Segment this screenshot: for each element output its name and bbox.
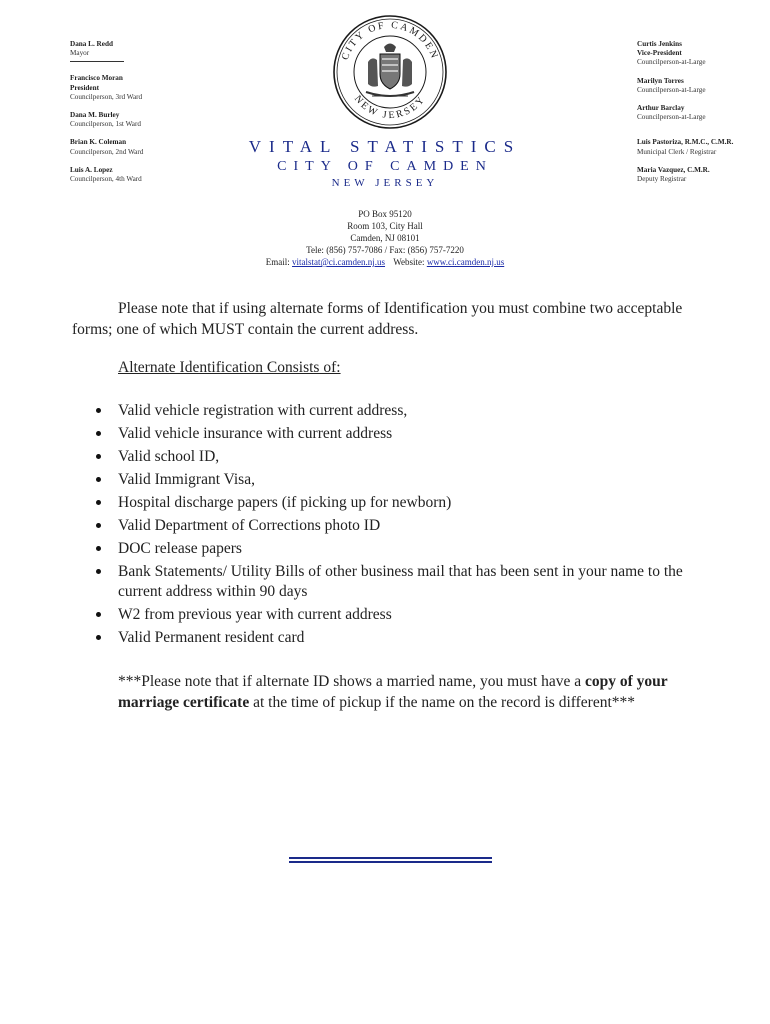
- official-name: Marilyn Torres: [637, 76, 684, 85]
- divider: [70, 61, 124, 62]
- website-label: Website:: [393, 257, 425, 267]
- list-item: Valid Permanent resident card: [96, 628, 716, 648]
- rule-line: [289, 861, 492, 863]
- official-name: Luis A. Lopez: [70, 165, 113, 174]
- list-item: Bank Statements/ Utility Bills of other business mail that has been sent in your name to the current address within 90 days: [96, 562, 716, 602]
- footer-double-rule: [289, 857, 492, 863]
- list-item: Valid school ID,: [96, 447, 716, 467]
- official-name: Dana L. Redd: [70, 40, 113, 48]
- official-name: Arthur Barclay: [637, 104, 685, 113]
- room: Room 103, City Hall: [347, 221, 423, 231]
- city-name: CITY OF CAMDEN: [277, 159, 493, 174]
- website-link[interactable]: www.ci.camden.nj.us: [426, 257, 505, 267]
- official-name: Francisco Moran: [70, 74, 123, 83]
- svg-text:NEW JERSEY: [352, 93, 428, 121]
- alternate-id-heading: Alternate Identification Consists of:: [118, 359, 341, 376]
- city-seal-logo: [332, 14, 448, 130]
- married-name-note: [118, 671, 708, 713]
- seal-top-text: CITY OF CAMDEN: [339, 19, 441, 62]
- official-mayor: [70, 40, 190, 62]
- official-councilperson: [70, 111, 190, 129]
- official-title: Councilperson, 2nd Ward: [70, 147, 144, 156]
- official-title: President: [70, 83, 100, 92]
- official-councilperson: [637, 104, 762, 122]
- official-name: Curtis Jenkins: [637, 40, 682, 48]
- list-item: DOC release papers: [96, 539, 716, 559]
- note-text: ***Please note that if alternate ID shows a married name, you must have a: [118, 673, 586, 690]
- rule-line: [289, 857, 492, 859]
- list-item: Valid Immigrant Visa,: [96, 470, 716, 490]
- email-label: Email:: [265, 257, 290, 267]
- city-line: Camden, NJ 08101: [350, 233, 420, 243]
- seal-bottom-text: NEW JERSEY: [351, 93, 429, 122]
- note-text: at the time of pickup if the name on the record is different***: [249, 694, 636, 711]
- official-title: Municipal Clerk / Registrar: [637, 147, 717, 156]
- page-title: VITAL STATISTICS: [248, 137, 522, 156]
- list-item: Valid vehicle insurance with current address: [96, 424, 716, 444]
- official-council-president: [70, 74, 190, 102]
- state-name: NEW JERSEY: [331, 177, 439, 189]
- official-title: Deputy Registrar: [637, 175, 687, 184]
- official-subtitle: Councilperson-at-Large: [637, 58, 706, 67]
- official-title: Councilperson-at-Large: [637, 85, 706, 94]
- official-title: Vice-President: [637, 49, 682, 58]
- official-name: Dana M. Burley: [70, 111, 120, 120]
- official-title: Councilperson, 4th Ward: [70, 175, 142, 184]
- list-item: Valid Department of Corrections photo ID: [96, 516, 716, 536]
- official-title: Mayor: [70, 49, 90, 58]
- official-name: Luis Pastoriza, R.M.C., C.M.R.: [637, 138, 734, 147]
- list-item: Valid vehicle registration with current address,: [96, 401, 716, 421]
- po-box: PO Box 95120: [358, 209, 412, 219]
- office-address: [0, 208, 770, 268]
- list-item: Hospital discharge papers (if picking up for newborn): [96, 493, 716, 513]
- email-link[interactable]: vitalstat@ci.camden.nj.us: [292, 257, 386, 267]
- official-title: Councilperson, 1st Ward: [70, 120, 141, 129]
- phone-fax-line: Tele: (856) 757-7086 / Fax: (856) 757-7220: [306, 245, 464, 255]
- list-item: W2 from previous year with current address: [96, 605, 716, 625]
- official-subtitle: Councilperson, 3rd Ward: [70, 92, 143, 101]
- official-title: Councilperson-at-Large: [637, 113, 706, 122]
- note-emphasis: copy of your marriage certificate: [118, 673, 668, 711]
- official-name: Brian K. Coleman: [70, 138, 127, 147]
- official-name: Maria Vazquez, C.M.R.: [637, 165, 710, 174]
- official-councilperson: [637, 77, 762, 95]
- alternate-id-list: [96, 401, 716, 651]
- contact-line: [0, 256, 770, 268]
- official-council-vice-president: [637, 40, 762, 68]
- intro-paragraph: Please note that if using alternate forms of Identification you must combine two acceptable forms; one of which MUST contain the current address.: [72, 300, 683, 338]
